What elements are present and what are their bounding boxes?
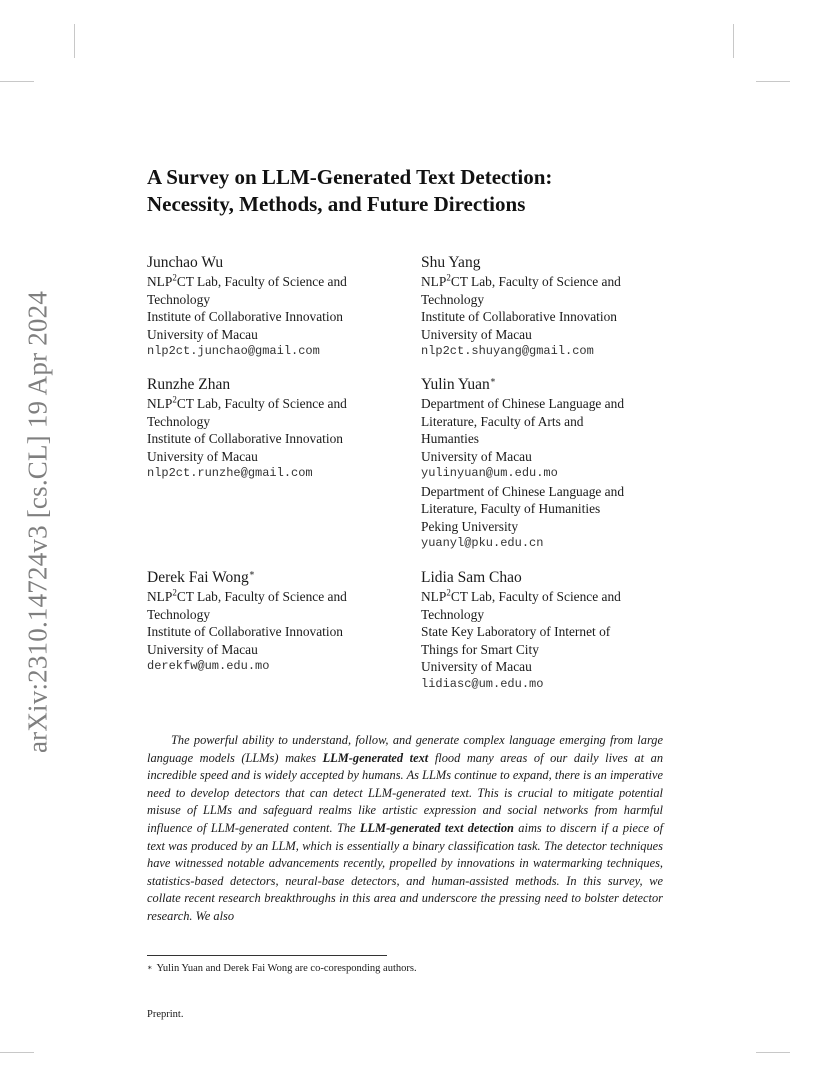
author-name: Junchao Wu bbox=[147, 254, 224, 271]
author-email[interactable]: yulinyuan@um.edu.mo bbox=[421, 466, 558, 480]
abstract-emphasis: LLM-generated text bbox=[322, 750, 429, 765]
affiliation-line: NLP$^2$CT Lab, Faculty of Science and bbox=[147, 394, 347, 411]
author-lidia-sam-chao bbox=[421, 568, 691, 693]
affiliation-line: Institute of Collaborative Innovation bbox=[147, 309, 343, 324]
affiliation-line: Things for Smart City bbox=[421, 641, 539, 657]
author-email[interactable]: nlp2ct.runzhe@gmail.com bbox=[147, 466, 313, 480]
author-name: Runzhe Zhan bbox=[147, 376, 231, 393]
affiliation-line: Literature, Faculty of Humanities bbox=[421, 501, 601, 516]
author-derek-fai-wong bbox=[147, 568, 417, 676]
affiliation-line: Technology bbox=[147, 413, 211, 429]
author-name: Yulin Yuan∗ bbox=[421, 374, 496, 393]
crop-mark bbox=[0, 81, 34, 82]
affiliation-line: Technology bbox=[147, 606, 211, 622]
affiliation-line: State Key Laboratory of Internet of bbox=[421, 624, 611, 639]
author-runzhe-zhan bbox=[147, 375, 417, 483]
affiliation-line: University of Macau bbox=[421, 326, 532, 342]
affiliation-line: University of Macau bbox=[421, 659, 532, 674]
author-email[interactable]: yuanyl@pku.edu.cn bbox=[421, 536, 544, 550]
affiliation-line: Institute of Collaborative Innovation bbox=[421, 309, 617, 324]
author-email[interactable]: derekfw@um.edu.mo bbox=[147, 659, 270, 673]
affiliation-line: NLP$^2$CT Lab, Faculty of Science and bbox=[421, 272, 621, 289]
affiliation-line: Literature, Faculty of Arts and bbox=[421, 413, 584, 429]
author-email[interactable]: lidiasc@um.edu.mo bbox=[421, 676, 544, 691]
affiliation-line: Humanties bbox=[421, 431, 480, 446]
crop-mark bbox=[733, 24, 734, 58]
affiliation-line: Institute of Collaborative Innovation bbox=[147, 431, 343, 446]
title-line-2: Necessity, Methods, and Future Directions bbox=[147, 192, 526, 216]
author-name: Shu Yang bbox=[421, 254, 481, 271]
footnote-rule bbox=[147, 955, 387, 956]
corresponding-mark: ∗ bbox=[248, 567, 255, 578]
corresponding-mark: ∗ bbox=[489, 374, 496, 385]
paper-title bbox=[147, 164, 707, 218]
author-junchao-wu bbox=[147, 253, 417, 361]
affiliation-line: Technology bbox=[421, 291, 485, 307]
footnote-mark: ∗ bbox=[147, 963, 153, 972]
affiliation-line: Technology bbox=[421, 606, 485, 622]
abstract: The powerful ability to understand, follow, and generate complex language emerging from large language models (LLMs) makes LLM-generated text flood many areas of our daily lives at an incredible speed and is widely accepted by humans. As LLMs continue to expand, there is an imperative need to develop detectors that can detect LLM-generated text. This is crucial to mitigate potential misuse of LLMs and safeguard realms like artistic expression and social networks from harmful influence of LLM-generated content. The LLM-generated text detection aims to discern if a piece of text was produced by an LLM, which is essentially a binary classification task. The detector techniques have witnessed notable advancements recently, propelled by innovations in watermarking techniques, statistics-based detectors, neural-base detectors, and human-assisted methods. In this survey, we collate recent research breakthroughs in this area and underscore the pressing need to bolster detector research. We also bbox=[147, 733, 664, 923]
affiliation-line: Peking University bbox=[421, 518, 519, 534]
author-yulin-yuan bbox=[421, 375, 691, 553]
affiliation-line: NLP$^2$CT Lab, Faculty of Science and bbox=[421, 587, 621, 604]
author-name: Derek Fai Wong∗ bbox=[147, 567, 255, 586]
crop-mark bbox=[756, 1052, 790, 1053]
affiliation-line: University of Macau bbox=[147, 448, 258, 464]
crop-mark bbox=[0, 1052, 34, 1053]
footnote: ∗ Yulin Yuan and Derek Fai Wong are co-coresponding authors. bbox=[147, 963, 417, 974]
affiliation-line: NLP$^2$CT Lab, Faculty of Science and bbox=[147, 272, 347, 289]
affiliation-line: Department of Chinese Language and bbox=[421, 396, 625, 411]
affiliation-line: Department of Chinese Language and bbox=[421, 483, 625, 499]
title-line-1: A Survey on LLM-Generated Text Detection: bbox=[147, 165, 553, 189]
author-shu-yang bbox=[421, 253, 691, 361]
affiliation-line: Institute of Collaborative Innovation bbox=[147, 624, 343, 639]
affiliation-line: University of Macau bbox=[147, 326, 258, 342]
affiliation-line: University of Macau bbox=[421, 448, 532, 464]
author-email[interactable]: nlp2ct.junchao@gmail.com bbox=[147, 344, 320, 358]
affiliation-line: Technology bbox=[147, 291, 211, 307]
arxiv-identifier: arXiv:2310.14724v3 [cs.CL] 19 Apr 2024 bbox=[22, 290, 53, 754]
crop-mark bbox=[74, 24, 75, 58]
crop-mark bbox=[756, 81, 790, 82]
preprint-label: Preprint. bbox=[147, 1009, 184, 1020]
author-name: Lidia Sam Chao bbox=[421, 569, 522, 586]
author-email[interactable]: nlp2ct.shuyang@gmail.com bbox=[421, 344, 594, 358]
abstract-emphasis: LLM-generated text detection bbox=[359, 820, 514, 835]
affiliation-line: University of Macau bbox=[147, 641, 258, 657]
affiliation-line: NLP$^2$CT Lab, Faculty of Science and bbox=[147, 587, 347, 604]
